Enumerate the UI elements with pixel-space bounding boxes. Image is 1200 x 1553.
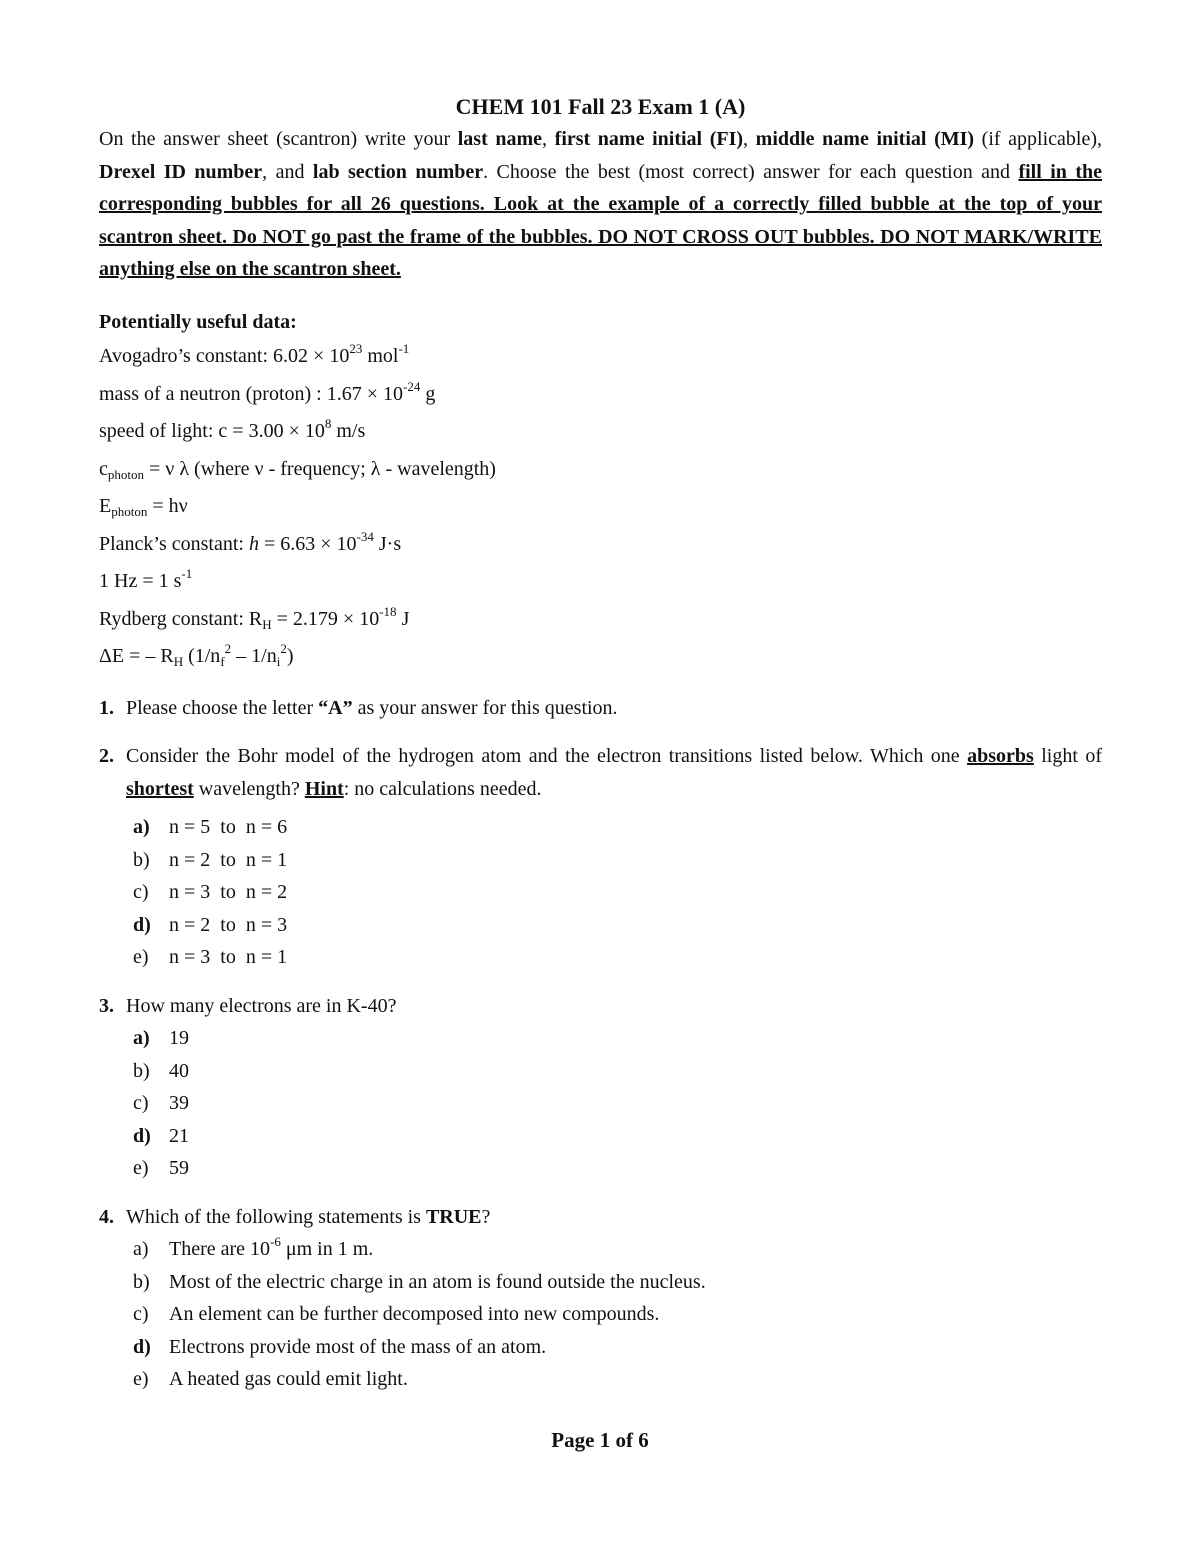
neutron-mass xyxy=(99,376,1102,414)
data-text: g xyxy=(420,382,436,405)
exam-page xyxy=(99,92,1102,1396)
data-exponent: -18 xyxy=(379,603,397,619)
instr-text: . Choose the best (most correct) answer for each question and xyxy=(483,160,1019,183)
data-text: = hν xyxy=(147,495,188,517)
data-exponent: 8 xyxy=(324,416,332,431)
option-text: Most of the electric charge in an atom is found outside the nucleus. xyxy=(169,1270,706,1293)
answer-option xyxy=(133,909,1102,942)
option-text xyxy=(169,1233,373,1266)
option-letter: c) xyxy=(133,881,149,903)
option-text-part: μm in 1 m. xyxy=(280,1238,374,1260)
option-text: n = 3 to n = 2 xyxy=(169,881,288,903)
option-text: 59 xyxy=(169,1157,189,1179)
option-text: n = 5 to n = 6 xyxy=(169,816,288,838)
q-hint-label: Hint xyxy=(304,777,344,800)
data-text: mol xyxy=(362,345,399,367)
answer-option xyxy=(133,1363,1102,1396)
data-text: c xyxy=(99,457,108,480)
question-text xyxy=(126,740,1102,805)
answer-option xyxy=(133,1233,1102,1266)
option-text: n = 2 to n = 3 xyxy=(169,913,288,936)
question-text xyxy=(126,1201,1102,1234)
answer-options xyxy=(133,811,1102,974)
instr-text: On the answer sheet (scantron) write your xyxy=(99,128,458,150)
option-letter: a) xyxy=(133,816,150,838)
option-text-part: There are 10 xyxy=(169,1238,271,1260)
q-emphasis: absorbs xyxy=(967,745,1034,767)
data-subscript: photon xyxy=(111,504,148,519)
q-emphasis: shortest xyxy=(126,777,194,800)
instr-lab-section: lab section number xyxy=(312,160,484,183)
question-number: 1. xyxy=(99,696,114,719)
option-letter: d) xyxy=(133,913,151,936)
data-symbol: h xyxy=(248,532,259,555)
data-subscript: i xyxy=(276,654,281,669)
option-letter: b) xyxy=(133,848,150,871)
q-text-part: Consider the Bohr model of the hydrogen atom and the electron transitions listed below. Which one xyxy=(126,745,968,767)
option-text: n = 2 to n = 1 xyxy=(169,848,288,871)
option-text: Electrons provide most of the mass of an atom. xyxy=(169,1335,547,1358)
option-text: n = 3 to n = 1 xyxy=(169,946,288,968)
planck-constant xyxy=(99,526,1102,564)
answer-option xyxy=(133,1298,1102,1331)
answer-option xyxy=(133,1331,1102,1364)
instr-text: , xyxy=(743,128,756,150)
question-3 xyxy=(99,990,1102,1185)
data-text: Planck’s constant: xyxy=(99,532,249,555)
data-text: m/s xyxy=(331,420,366,442)
question-number: 3. xyxy=(99,994,114,1017)
instr-text: (if applicable), xyxy=(974,128,1103,150)
option-letter: e) xyxy=(133,946,149,968)
option-letter: a) xyxy=(133,1238,149,1260)
option-exponent: -6 xyxy=(270,1234,281,1249)
option-letter: e) xyxy=(133,1368,149,1390)
question-number: 4. xyxy=(99,1205,114,1228)
answer-options xyxy=(133,1233,1102,1396)
q1-quoted-letter: “A” xyxy=(318,696,353,719)
data-exponent: 23 xyxy=(349,341,363,356)
option-letter: e) xyxy=(133,1157,149,1179)
instr-first-initial: first name initial (FI) xyxy=(554,128,744,150)
data-text: = 2.179 × 10 xyxy=(271,607,380,630)
data-subscript: f xyxy=(220,654,225,669)
answer-option xyxy=(133,876,1102,909)
instr-drexel-id: Drexel ID number xyxy=(99,160,263,183)
data-exponent: 2 xyxy=(224,641,232,656)
speed-of-light xyxy=(99,413,1102,451)
q-emphasis: TRUE xyxy=(425,1205,482,1228)
answer-option xyxy=(133,1152,1102,1185)
answer-option xyxy=(133,1087,1102,1120)
instr-text: , and xyxy=(262,160,313,183)
data-text: 1 Hz = 1 s xyxy=(99,570,182,592)
data-exponent: -1 xyxy=(181,566,193,581)
question-number: 2. xyxy=(99,745,114,767)
question-4 xyxy=(99,1201,1102,1396)
data-text: (1/n xyxy=(183,645,221,667)
option-letter: b) xyxy=(133,1270,150,1293)
option-text: A heated gas could emit light. xyxy=(169,1368,408,1390)
data-text: J xyxy=(396,607,410,630)
question-text xyxy=(126,692,1102,725)
data-exponent: -24 xyxy=(403,378,421,394)
data-text: – 1/n xyxy=(231,645,277,667)
q-text-part: Which of the following statements is xyxy=(126,1205,426,1228)
instr-middle-initial: middle name initial (MI) xyxy=(755,128,975,150)
data-subscript: H xyxy=(173,654,184,669)
option-text: 39 xyxy=(169,1092,189,1114)
data-exponent: 2 xyxy=(280,641,287,656)
answer-option xyxy=(133,811,1102,844)
option-letter: a) xyxy=(133,1027,150,1049)
data-exponent: -34 xyxy=(356,528,374,544)
answer-options xyxy=(133,1022,1102,1185)
answer-option xyxy=(133,1055,1102,1088)
answer-option xyxy=(133,1022,1102,1055)
option-text: An element can be further decomposed into new compounds. xyxy=(169,1303,660,1325)
instr-text: , xyxy=(542,128,555,150)
question-2 xyxy=(99,740,1102,974)
instr-emphasis: fill in the corresponding bubbles for all 26 questions. Look at the example of a correctly filled bubble at the top of your scantron sheet. Do NOT go past the frame of the bubbles. DO NOT CROSS OUT bubbles. DO NOT MARK/WRITE anything else on the scantron sheet. xyxy=(99,160,1103,280)
question-text: How many electrons are in K-40? xyxy=(126,994,397,1017)
q-text-part: wavelength? xyxy=(193,777,305,800)
question-1 xyxy=(99,692,1102,725)
option-letter: c) xyxy=(133,1092,149,1114)
data-text: mass of a neutron (proton) : 1.67 × 10 xyxy=(99,382,404,405)
q1-text: Please choose the letter “A” as your answer for this question. xyxy=(126,696,618,719)
photon-energy-formula xyxy=(99,488,1102,526)
data-exponent: -1 xyxy=(398,341,410,356)
option-text: 19 xyxy=(169,1027,189,1049)
hertz-definition xyxy=(99,563,1102,601)
data-subscript: photon xyxy=(107,466,145,482)
option-text: 40 xyxy=(169,1059,189,1082)
option-letter: d) xyxy=(133,1335,151,1358)
q-text-part: light of xyxy=(1033,745,1102,767)
rydberg-constant xyxy=(99,601,1102,639)
data-text: ΔE = – R xyxy=(99,645,174,667)
q-text-part: : no calculations needed. xyxy=(343,777,542,800)
data-text: E xyxy=(99,495,112,517)
data-text: J·s xyxy=(373,532,402,555)
page-number: Page 1 of 6 xyxy=(551,1428,649,1452)
data-text: speed of light: c = 3.00 × 10 xyxy=(99,420,325,442)
option-text: 21 xyxy=(169,1124,189,1147)
data-text: Avogadro’s constant: 6.02 × 10 xyxy=(99,345,350,367)
answer-option xyxy=(133,844,1102,877)
data-text: = ν λ (where ν - frequency; λ - wavelength) xyxy=(144,457,496,480)
q-text-part: ? xyxy=(481,1205,491,1228)
option-letter: d) xyxy=(133,1124,151,1147)
data-text: = 6.63 × 10 xyxy=(258,532,357,555)
exam-title: CHEM 101 Fall 23 Exam 1 (A) xyxy=(455,94,746,119)
delta-e-formula xyxy=(99,638,1102,676)
data-text: Rydberg constant: R xyxy=(99,607,263,630)
instructions xyxy=(99,123,1102,286)
option-letter: b) xyxy=(133,1059,150,1082)
data-subscript: H xyxy=(262,616,272,632)
answer-option xyxy=(133,1120,1102,1153)
answer-option xyxy=(133,1266,1102,1299)
data-text: ) xyxy=(286,645,294,667)
useful-data-list xyxy=(99,338,1102,676)
answer-option xyxy=(133,941,1102,974)
avogadro-constant xyxy=(99,338,1102,376)
option-letter: c) xyxy=(133,1303,149,1325)
useful-data-label: Potentially useful data: xyxy=(99,310,297,333)
photon-speed-formula xyxy=(99,451,1102,489)
instr-last-name: last name xyxy=(457,128,543,150)
